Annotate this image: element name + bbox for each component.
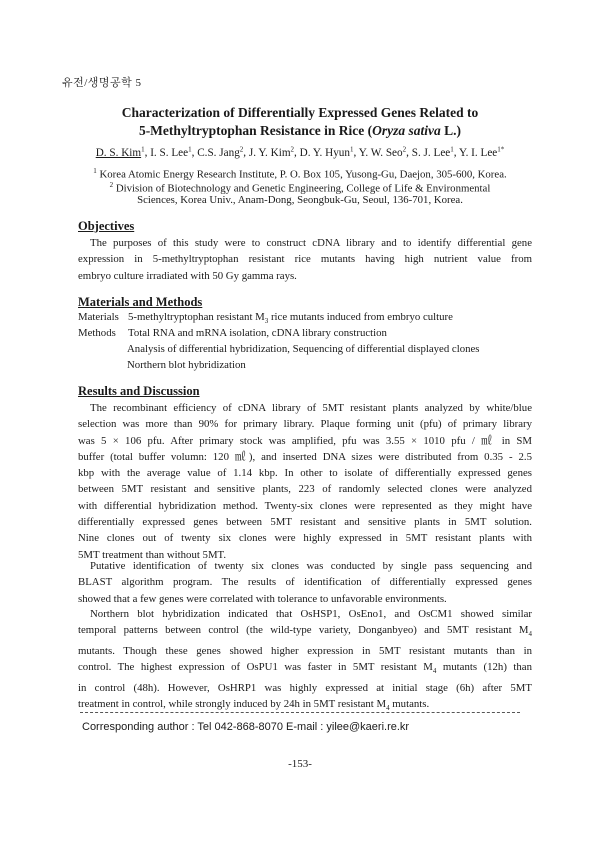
author-affiliation-mark: 2 [239, 145, 244, 153]
results-paragraph-3 [78, 606, 532, 716]
affiliation-2-continued: Sciences, Korea Univ., Anam-Dong, Seongbuk-Gu, Seoul, 136-701, Korea. [137, 194, 463, 206]
author-affiliation-mark: 1 [188, 145, 192, 153]
affiliation-2: $^2$ Division of Biotechnology and Genetic Engineering, College of Life & Environmental [109, 181, 491, 195]
methods-row: Analysis of differential hybridization, Sequencing of differential displayed clones [127, 343, 480, 355]
methods-row: Northern blot hybridization [127, 359, 246, 371]
paper-title [40, 104, 560, 140]
author [150, 147, 191, 159]
text-line: control. The highest expression of OsPU1 was faster in 5MT resistant $M_4$ mutants (12h) than [78, 661, 532, 676]
text-line: treatment in control, while strongly induced by 24h in 5MT resistant $M_4$ mutants. [78, 697, 430, 712]
text-line: expression in 5-methyltryptophan resistant rice mutants having high nutrient value from [78, 253, 532, 266]
text-line: Northern blot hybridization indicated that OsHSP1, OsEno1, and OsCM1 showed similar [90, 608, 532, 620]
text-line: Putative identification of twenty six clones was conducted by single pass sequencing and [90, 560, 532, 572]
title-line-1: Characterization of Differentially Expressed Genes Related to [121, 105, 479, 120]
author-list: D. S. Kim$^1$, I. S. Lee$^1$, C.S. Jang$^2$, J. Y. Kim$^2$, D. Y. Hyun$^1$, Y. W. Seo$^2$, S. J. Lee$^1$, Y. I. Lee$^{1*}$ [95, 145, 505, 159]
title-line-2: 5-Methyltryptophan Resistance in Rice (Oryza sativa L.) [138, 123, 462, 138]
section-tag: 유전/생명공학 5 [62, 77, 142, 89]
author-name: J. Y. Kim [248, 146, 291, 159]
text-line: differentially expressed genes between 5MT resistant and sensitive plants in 5MT solution. [78, 516, 532, 529]
text-line: The purposes of this study were to construct cDNA library and to identify differential gene [90, 237, 532, 249]
author-name: D. S. Kim [95, 146, 142, 159]
text-line: Nine clones out of twenty six clones were highly expressed in 5MT resistant plants with [78, 532, 532, 545]
author-affiliation-mark: 1* [497, 145, 505, 153]
author [412, 147, 454, 159]
corresponding-author: Corresponding author : Tel 042-868-8070 E-mail : yilee@kaeri.re.kr [82, 721, 410, 733]
text-line: 5MT treatment than without 5MT. [78, 548, 227, 561]
author [359, 147, 406, 159]
results-paragraph-1 [78, 400, 532, 563]
text-line: temporal patterns between control (the wild-type variety, Donganbyeo) and 5MT resistant $M_4$ [78, 624, 532, 639]
author-affiliation-mark: 1 [450, 145, 454, 153]
author-affiliation-mark: 2 [290, 145, 295, 153]
results-heading: Results and Discussion [78, 384, 200, 398]
author-affiliation-mark: 1 [350, 145, 354, 153]
text-line: embryo culture irradiated with 50 Gy gamma rays. [78, 269, 297, 282]
author [300, 147, 354, 159]
text-line: kbp with the average value of 1.14 kbp. In other to isolate of differentially expressed genes [78, 467, 532, 480]
author-name: Y. W. Seo [358, 146, 403, 159]
text-line: The recombinant efficiency of cDNA library of 5MT resistant plants analyzed by white/blue [90, 402, 532, 414]
materials-label: Materials [78, 311, 119, 323]
text-line: with differential hybridization method. Twenty-six clones were represented as they might have [78, 499, 532, 512]
footnote-divider [80, 712, 520, 713]
text-line: between 5MT resistant and sensitive plants, 223 of randomly selected clones were analyzed [78, 483, 532, 496]
materials-methods-heading: Materials and Methods [78, 295, 203, 309]
species-name: Oryza sativa [372, 123, 441, 138]
author-affiliation-mark: 2 [402, 145, 407, 153]
author-name: Y. I. Lee [458, 146, 498, 159]
author-name: I. S. Lee [150, 146, 189, 159]
author-name: D. Y. Hyun [299, 146, 350, 159]
text-line: in control (48h). However, OsHRP1 was highly expressed at initial stage (6h) after 5MT [78, 681, 532, 694]
objectives-heading: Objectives [78, 219, 135, 233]
text-line: buffer (total buffer volumn: 120 ㎖), and inserted DNA sizes were distributed from 0.35 - 2.5 [78, 450, 532, 463]
page-number: -153- [288, 758, 312, 770]
author [249, 147, 294, 159]
materials-row: Materials 5-methyltryptophan resistant $M_3$ rice mutants induced from embryo culture [78, 311, 453, 326]
text-line: BLAST algorithm program. The results of identification of differentially expressed genes [78, 576, 532, 589]
author [96, 147, 145, 159]
affiliation-1: $^1$ Korea Atomic Energy Research Institute, P. O. Box 105, Yusong-Gu, Daejon, 305-600, Korea. [93, 167, 507, 181]
author-name: S. J. Lee [411, 146, 451, 159]
objectives-paragraph [78, 235, 532, 284]
methods-label: Methods [78, 327, 116, 339]
author-affiliation-mark: 1 [141, 145, 145, 153]
text-line: was 5 × 106 pfu. After primary stock was amplified, pfu was 3.55 × 1010 pfu / ㎖ in SM [78, 434, 532, 447]
text-line: selection was more than 90% for primary library. Plaque forming unit (pfu) of primary library [78, 418, 532, 431]
author [459, 147, 504, 159]
author [197, 147, 243, 159]
methods-row: Methods Total RNA and mRNA isolation, cDNA library construction [78, 327, 387, 339]
results-paragraph-2 [78, 558, 532, 607]
text-line: showed that a few genes were correlated with tolerance to unfavorable environments. [78, 592, 447, 605]
author-name: C.S. Jang [197, 146, 240, 159]
text-line: mutants. Though these genes showed higher expression in 5MT resistant mutants than in [78, 644, 532, 657]
